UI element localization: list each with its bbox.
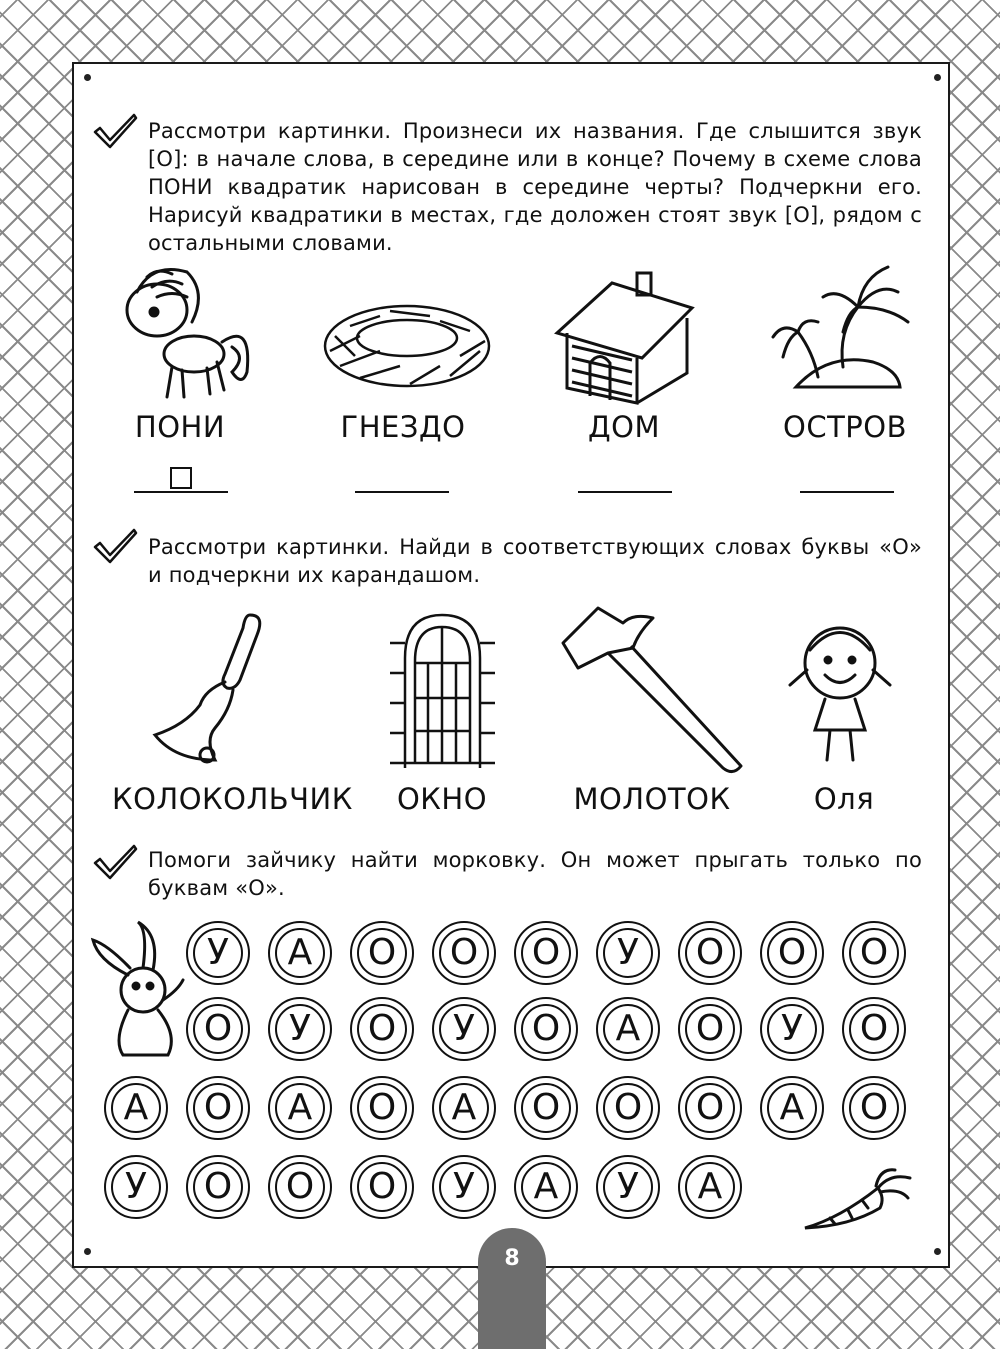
word-label: ГНЕЗДО: [340, 410, 466, 444]
bell-picture: [145, 610, 275, 770]
letter-circle[interactable]: А: [596, 997, 660, 1061]
word-label: Оля: [813, 782, 875, 816]
corner-pin: [934, 74, 941, 81]
letter-circle[interactable]: О: [760, 921, 824, 985]
word-label: ОСТРОВ: [783, 410, 907, 444]
corner-pin: [84, 74, 91, 81]
sound-scheme-line[interactable]: [578, 491, 672, 493]
checkmark-icon: [92, 843, 138, 881]
page-number: 8: [504, 1246, 520, 1271]
letter-circle[interactable]: У: [596, 921, 660, 985]
letter-circle[interactable]: О: [678, 921, 742, 985]
letter-circle[interactable]: О: [432, 921, 496, 985]
word-label: КОЛОКОЛЬЧИК: [112, 782, 353, 816]
letter-circle[interactable]: О: [350, 1076, 414, 1140]
corner-pin: [934, 1248, 941, 1255]
letter-circle[interactable]: О: [350, 921, 414, 985]
task3-instructions: Помоги зайчику найти морковку. Он может прыгать только по буквам «О».: [148, 848, 922, 900]
nest-picture: [320, 296, 495, 396]
sound-scheme-line[interactable]: [800, 491, 894, 493]
letter-circle[interactable]: А: [268, 1076, 332, 1140]
letter-circle[interactable]: О: [842, 997, 906, 1061]
task1-instructions: Рассмотри картинки. Произнеси их названия. Где слышится звук [О]: в начале слова, в середине или в конце? Почему в схеме слова ПОНИ квадратик нарисован в середине черты? Подчеркни его. Нарисуй квадратики в местах, где доложен стоят звук [О], рядом с остальными словами.: [148, 119, 922, 255]
word-label: ПОНИ: [134, 410, 226, 444]
letter-circle[interactable]: У: [432, 997, 496, 1061]
letter-circle[interactable]: О: [186, 1076, 250, 1140]
hammer-picture: [553, 598, 748, 778]
letter-circle[interactable]: У: [104, 1155, 168, 1219]
word-label: МОЛОТОК: [573, 782, 731, 816]
letter-circle[interactable]: О: [186, 1155, 250, 1219]
letter-circle[interactable]: У: [186, 921, 250, 985]
letter-circle[interactable]: А: [760, 1076, 824, 1140]
letter-circle[interactable]: У: [268, 997, 332, 1061]
letter-circle[interactable]: У: [596, 1155, 660, 1219]
sound-scheme-line[interactable]: [355, 491, 449, 493]
letter-circle[interactable]: О: [842, 921, 906, 985]
letter-circle[interactable]: А: [514, 1155, 578, 1219]
sound-scheme-line[interactable]: [134, 491, 228, 493]
girl-picture: [775, 615, 905, 765]
sound-square: [170, 467, 192, 489]
letter-circle[interactable]: А: [678, 1155, 742, 1219]
letter-circle[interactable]: О: [350, 997, 414, 1061]
letter-circle[interactable]: А: [432, 1076, 496, 1140]
letter-circle[interactable]: У: [760, 997, 824, 1061]
task2-instructions: Рассмотри картинки. Найди в соответствующих словах буквы «О» и подчеркни их карандашом.: [148, 535, 922, 587]
corner-pin: [84, 1248, 91, 1255]
letter-circle[interactable]: О: [186, 997, 250, 1061]
carrot-picture: [800, 1168, 915, 1238]
letter-circle[interactable]: О: [514, 921, 578, 985]
letter-circle[interactable]: О: [596, 1076, 660, 1140]
pony-picture: [112, 262, 262, 402]
letter-circle[interactable]: О: [678, 1076, 742, 1140]
page-number-tab: [478, 1228, 546, 1349]
house-picture: [552, 268, 697, 413]
checkmark-icon: [92, 527, 138, 565]
letter-circle[interactable]: О: [350, 1155, 414, 1219]
word-label: ОКНО: [396, 782, 488, 816]
window-picture: [385, 603, 500, 771]
letter-circle[interactable]: О: [268, 1155, 332, 1219]
letter-circle[interactable]: О: [842, 1076, 906, 1140]
bunny-picture: [88, 920, 198, 1060]
letter-circle[interactable]: У: [432, 1155, 496, 1219]
checkmark-icon: [92, 112, 138, 150]
letter-circle[interactable]: А: [268, 921, 332, 985]
letter-circle[interactable]: А: [104, 1076, 168, 1140]
word-label: ДОМ: [587, 410, 660, 444]
island-picture: [768, 262, 918, 402]
letter-circle[interactable]: О: [678, 997, 742, 1061]
letter-circle[interactable]: О: [514, 997, 578, 1061]
letter-circle[interactable]: О: [514, 1076, 578, 1140]
